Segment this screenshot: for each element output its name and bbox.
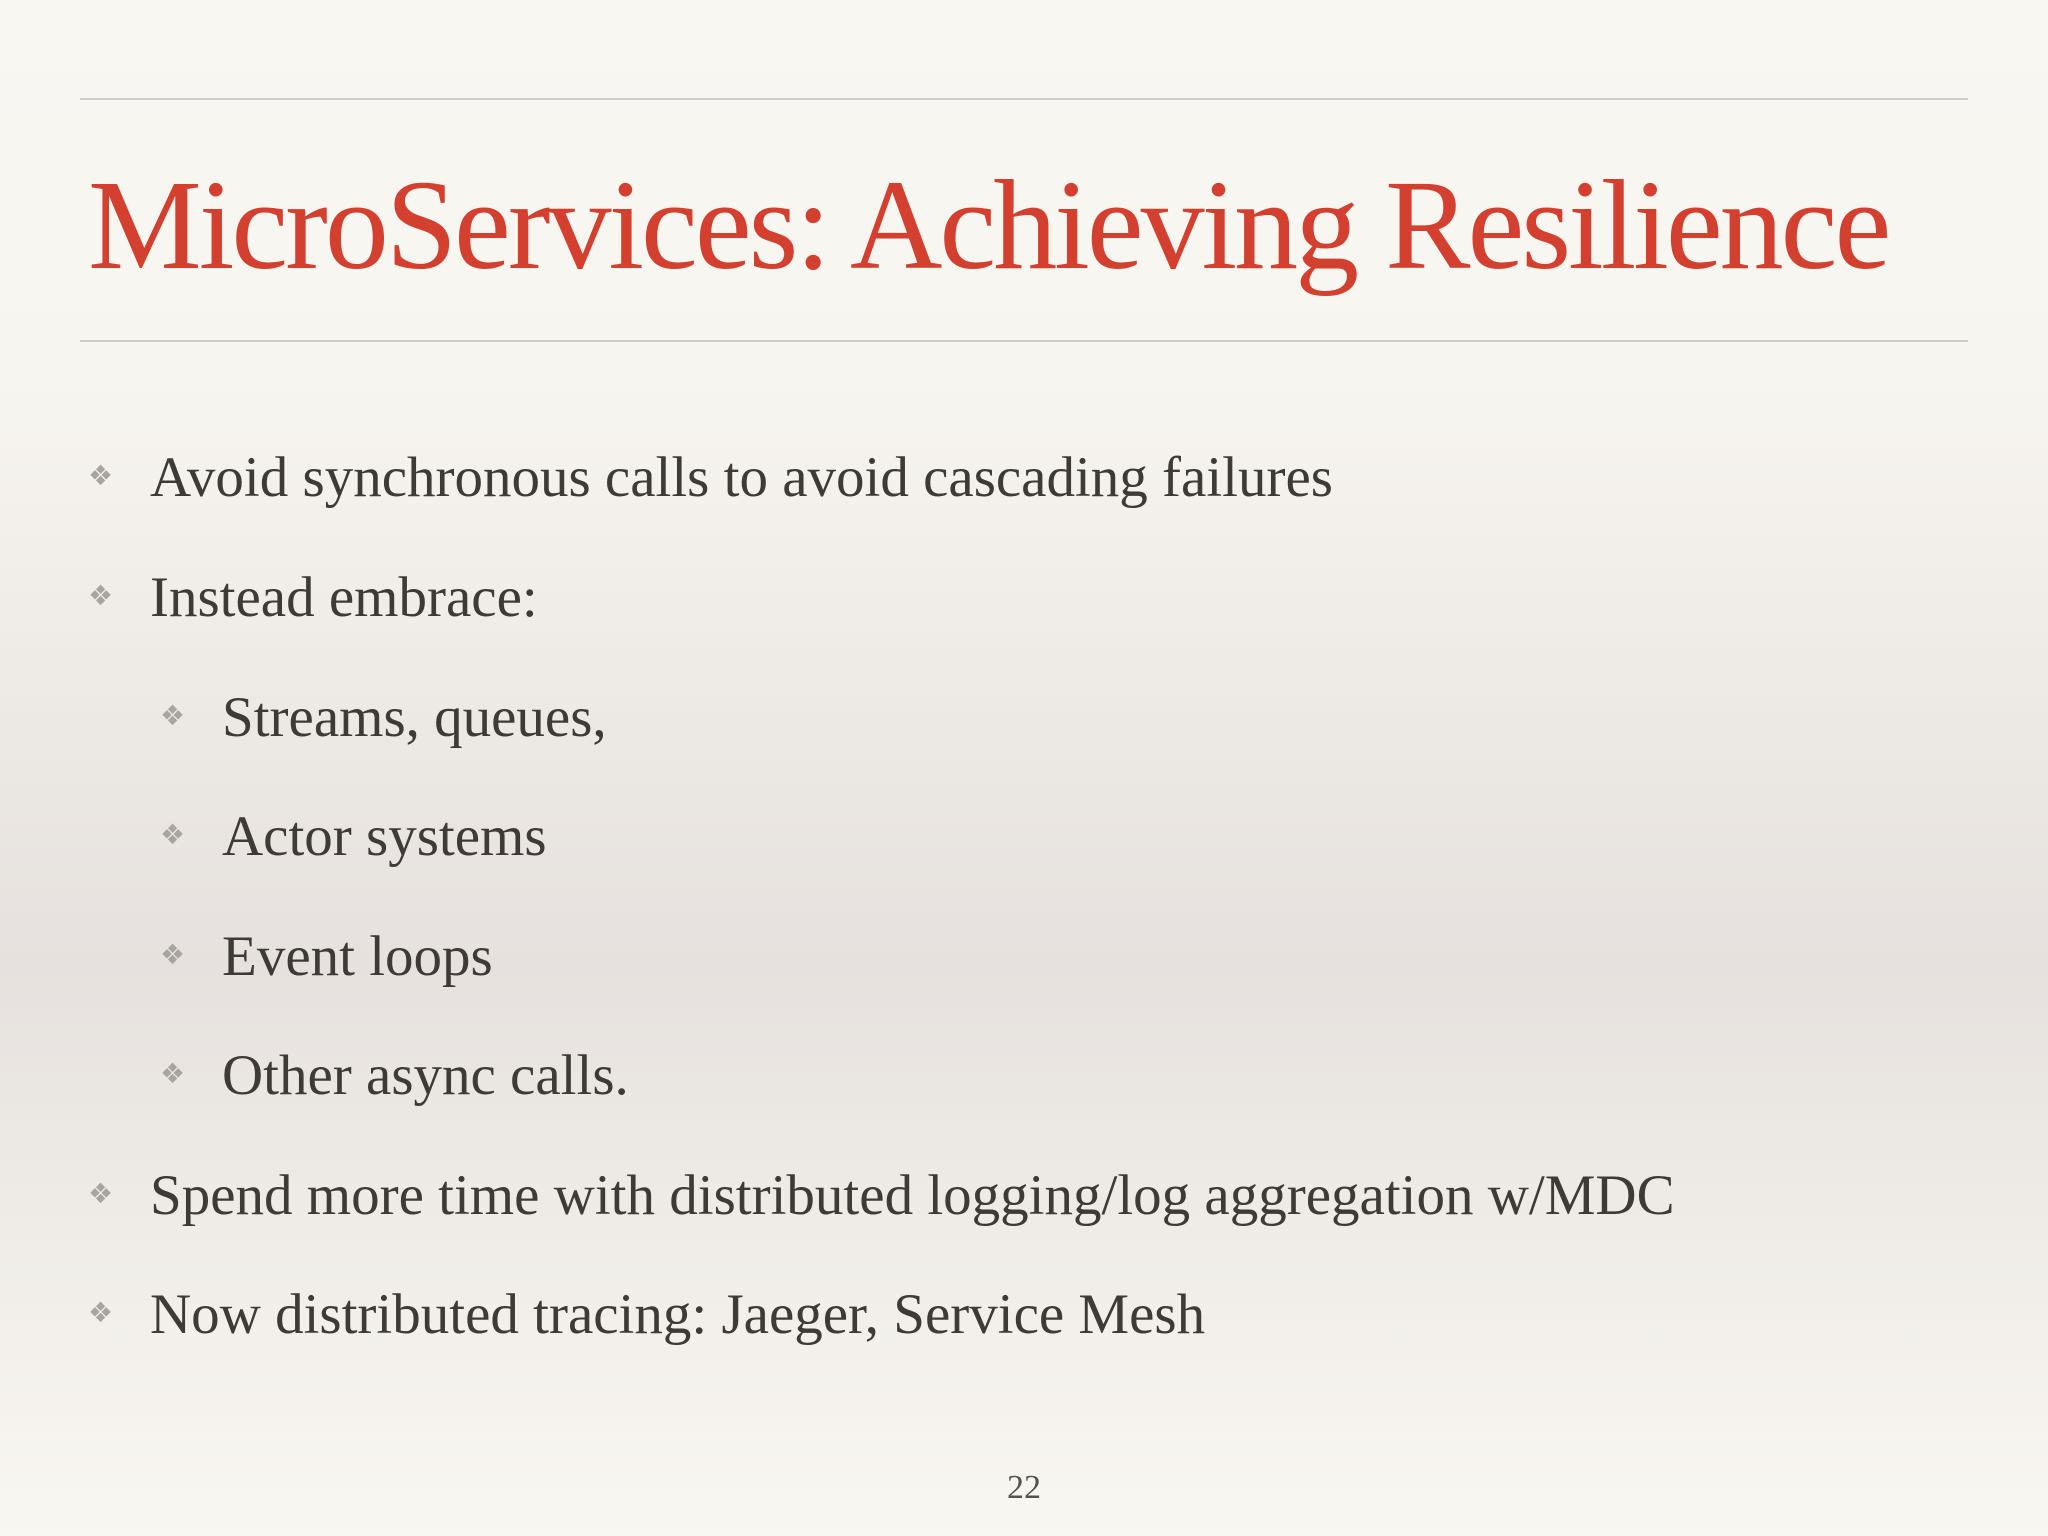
bullet-icon: ❖ xyxy=(160,1057,186,1090)
bullet-text: Now distributed tracing: Jaeger, Service Mesh xyxy=(150,1283,1206,1346)
bullet-text: Instead embrace: xyxy=(150,566,538,629)
bullet-icon: ❖ xyxy=(160,938,186,971)
bullet-text: Other async calls. xyxy=(222,1044,629,1107)
bullet-icon: ❖ xyxy=(160,699,186,732)
bullet-text: Streams, queues, xyxy=(222,686,607,749)
bullet-text: Event loops xyxy=(222,925,493,988)
bullet-icon: ❖ xyxy=(88,579,114,612)
bullet-icon: ❖ xyxy=(88,1177,114,1210)
bullet-text: Actor systems xyxy=(222,805,547,868)
page-number: 22 xyxy=(1007,1469,1041,1506)
slide-title: MicroServices: Achieving Resilience xyxy=(88,154,1889,296)
bullet-text: Avoid synchronous calls to avoid cascading failures xyxy=(150,446,1333,509)
bullet-icon: ❖ xyxy=(88,459,114,492)
bullet-text: Spend more time with distributed logging/log aggregation w/MDC xyxy=(150,1164,1675,1227)
bullet-icon: ❖ xyxy=(88,1296,114,1329)
bullet-icon: ❖ xyxy=(160,818,186,851)
